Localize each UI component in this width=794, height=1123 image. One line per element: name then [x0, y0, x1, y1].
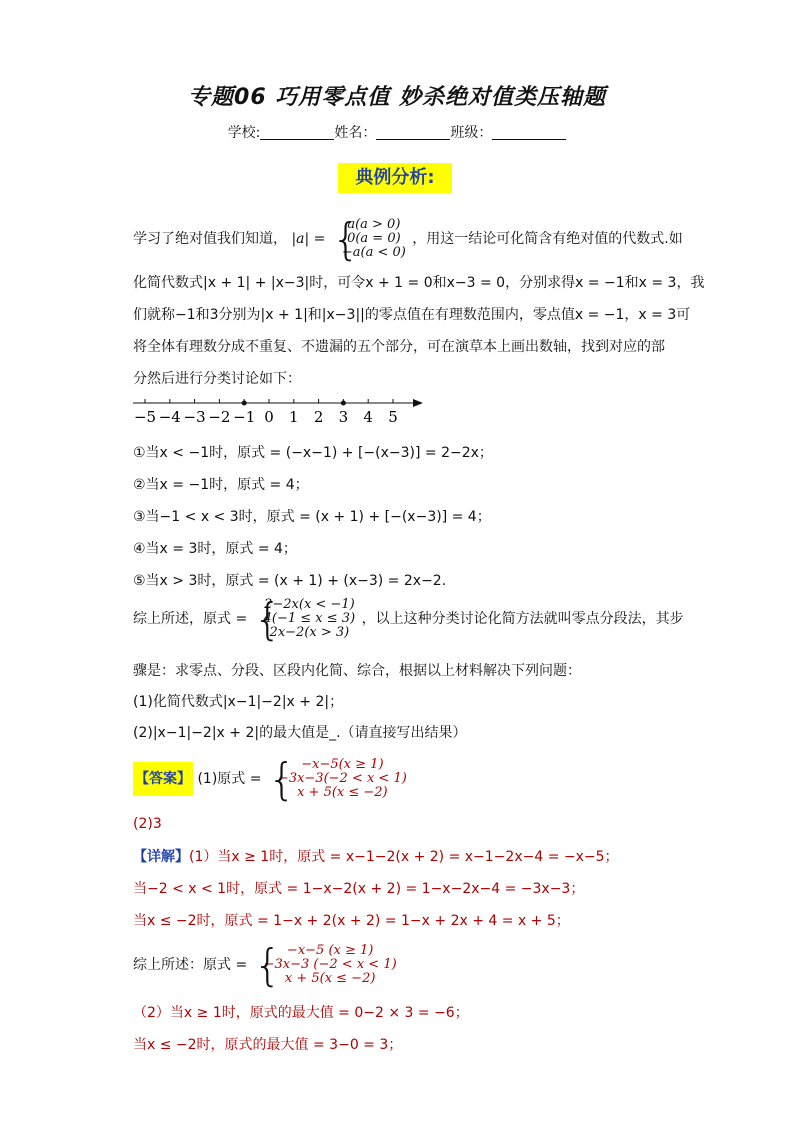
intro-line-2: 化简代数式|x + 1| + |x−3|时，可令x + 1 = 0和x−3 = 0，分别求得x = −1和x = 3，我	[133, 275, 705, 291]
number-line-label: 0	[264, 408, 274, 426]
school-blank[interactable]	[260, 125, 334, 140]
case-row: x + 5(x ≤ −2)	[284, 971, 376, 986]
summary-line-2: 骤是：求零点、分段、区段内化简、综合，根据以上材料解决下列问题：	[133, 663, 581, 679]
class-label: 班级：	[450, 125, 493, 141]
zero-point-dot	[242, 401, 247, 406]
number-line-label: 3	[338, 408, 349, 426]
case-row: 2x−2(x > 3)	[269, 625, 350, 640]
case-row: a(a > 0)	[347, 217, 401, 232]
detail-line-4: （2）当x ≥ 1时，原式的最大值 = 0−2 × 3 = −6；	[133, 1005, 469, 1021]
class-blank[interactable]	[492, 125, 566, 140]
brace-icon: {	[331, 214, 360, 265]
brace-icon: {	[267, 754, 296, 805]
case-row: −x−5(x ≥ 1)	[301, 757, 384, 772]
number-line-label: 2	[313, 408, 324, 426]
name-label: 姓名：	[334, 125, 377, 141]
detail-line-3: 当x ≤ −2时，原式 = 1−x + 2(x + 2) = 1−x + 2x + 4 = x + 5；	[133, 913, 570, 929]
detail-line-1	[133, 846, 619, 866]
brace-icon: {	[253, 594, 282, 645]
number-line-label: −1	[233, 408, 256, 426]
answer-tag: 【答案】	[133, 762, 193, 796]
detail-summary-text: 综上所述：原式 =	[133, 957, 248, 973]
number-line-label: −5	[133, 408, 157, 426]
answer-cases	[267, 754, 407, 805]
step-4: ④当x = 3时，原式 = 4；	[133, 541, 297, 557]
section-banner: 典例分析:	[338, 163, 452, 193]
step-5: ⑤当x > 3时，原式 = (x + 1) + (x−3) = 2x−2.	[133, 573, 447, 589]
case-row: x + 5(x ≤ −2)	[297, 785, 388, 800]
question-2: (2)|x−1|−2|x + 2|的最大值是_.（请直接写出结果）	[133, 725, 467, 741]
summary-text: ，以上这种分类讨论化简方法就叫零点分段法，其步	[361, 611, 684, 627]
step-3: ③当−1 < x < 3时，原式 = (x + 1) + [−(x−3)] = 4；	[133, 509, 491, 525]
question-1: (1)化简代数式|x−1|−2|x + 2|；	[133, 694, 344, 710]
case-row: −3x−3 (−2 < x < 1)	[263, 957, 397, 972]
brace-icon: {	[253, 940, 282, 991]
answer-part-2: (2)3	[133, 816, 162, 832]
number-line-label: −2	[208, 408, 231, 426]
intro-text: ，用这一结论可化简含有绝对值的代数式.如	[412, 231, 683, 247]
name-blank[interactable]	[376, 125, 450, 140]
abs-cases	[331, 214, 406, 265]
abs-expression: |a| =	[291, 231, 326, 247]
answer-prefix: (1)原式 =	[197, 771, 262, 787]
case-row: 2−2x(x < −1)	[264, 597, 355, 612]
detail-line-5: 当x ≤ −2时，原式的最大值 = 3−0 = 3；	[133, 1037, 403, 1053]
intro-line-5: 分然后进行分类讨论如下：	[133, 371, 301, 387]
summary-cases	[253, 594, 356, 645]
number-line-label: −4	[158, 408, 181, 426]
case-row: −x−5 (x ≥ 1)	[286, 943, 374, 958]
detail-text: (1）当x ≥ 1时，原式 = x−1−2(x + 2) = x−1−2x−4 = −x−5；	[189, 849, 619, 865]
intro-line-4: 将全体有理数分成不重复、不遗漏的五个部分，可在演草本上画出数轴，找到对应的部	[133, 339, 665, 355]
step-1: ①当x < −1时，原式 = (−x−1) + [−(x−3)] = 2−2x；	[133, 445, 493, 461]
arrow-icon	[413, 399, 423, 407]
number-line-label: 4	[363, 408, 373, 426]
case-row: −3x−3(−2 < x < 1)	[277, 771, 407, 786]
summary-line	[133, 594, 684, 645]
school-label: 学校:	[227, 125, 261, 141]
number-line-label: 5	[388, 408, 398, 426]
step-2: ②当x = −1时，原式 = 4；	[133, 477, 309, 493]
intro-text: 学习了绝对值我们知道，	[133, 231, 287, 247]
case-row: −a(a < 0)	[341, 245, 406, 260]
page-title: 专题06 巧用零点值 妙杀绝对值类压轴题	[188, 85, 606, 110]
case-row: 0(a = 0)	[347, 231, 401, 246]
student-info-line	[0, 122, 794, 142]
number-line	[133, 392, 423, 426]
detail-tag: 【详解】	[133, 849, 189, 865]
zero-point-dot	[341, 401, 346, 406]
number-line-label: −3	[183, 408, 206, 426]
answer-block	[133, 754, 409, 805]
summary-text: 综上所述，原式 =	[133, 611, 248, 627]
intro-line-1	[133, 214, 683, 265]
intro-line-3: 们就称−1和3分别为|x + 1|和|x−3||的零点值在有理数范围内，零点值x = −1，x = 3可	[133, 307, 691, 323]
case-row: 4(−1 ≤ x ≤ 3)	[263, 611, 356, 626]
detail-line-2: 当−2 < x < 1时，原式 = 1−x−2(x + 2) = 1−x−2x−4 = −3x−3；	[133, 881, 585, 897]
number-line-label: 1	[289, 408, 299, 426]
detail-summary-cases	[253, 940, 397, 991]
detail-summary	[133, 940, 399, 991]
